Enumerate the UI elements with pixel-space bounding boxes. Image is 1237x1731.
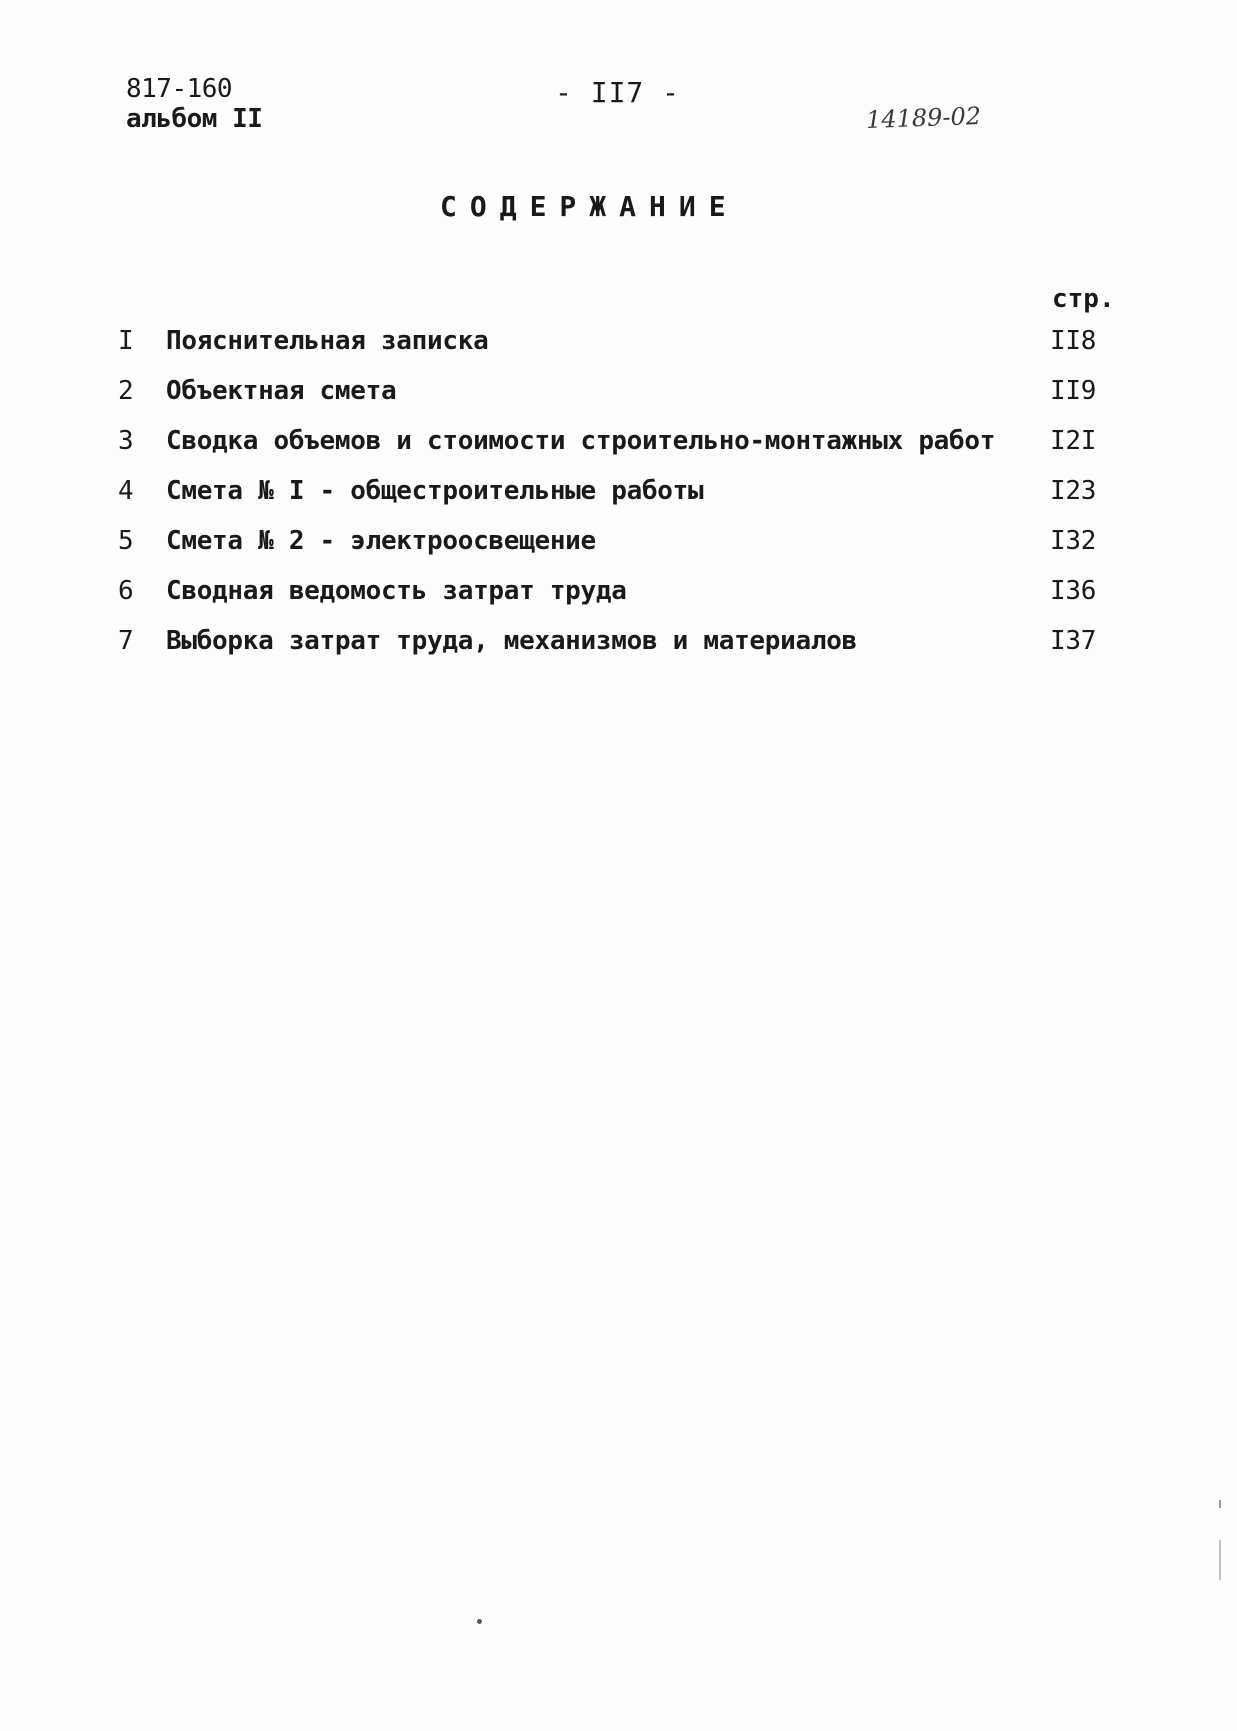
toc-item-number: 6 [118, 576, 134, 606]
toc-item-number: I [118, 326, 134, 356]
toc-item [118, 426, 1118, 476]
scan-edge-mark [1219, 1500, 1221, 1508]
scan-speck [477, 1619, 482, 1624]
document-code [126, 74, 262, 134]
toc-item-label: Сводка объемов и стоимости строительно-монтажных работ [166, 426, 996, 456]
toc-item-label: Смета № I - общестроительные работы [166, 476, 704, 506]
scan-edge-mark [1219, 1540, 1221, 1580]
toc-list [118, 326, 1118, 676]
toc-title: СОДЕРЖАНИЕ [440, 190, 739, 223]
toc-item [118, 476, 1118, 526]
toc-item-label: Пояснительная записка [166, 326, 489, 356]
handwritten-inventory-number: 14189-02 [865, 102, 982, 134]
toc-item-label: Сводная ведомость затрат труда [166, 576, 627, 606]
toc-item-page: I36 [1050, 576, 1097, 606]
toc-item-number: 7 [118, 626, 134, 656]
toc-item-page: I2I [1050, 426, 1097, 456]
toc-item [118, 576, 1118, 626]
toc-item [118, 526, 1118, 576]
toc-item [118, 376, 1118, 426]
toc-item-label: Выборка затрат труда, механизмов и материалов [166, 626, 857, 656]
toc-item [118, 326, 1118, 376]
toc-item-page: II8 [1050, 326, 1097, 356]
toc-item-number: 2 [118, 376, 134, 406]
toc-item-page: I32 [1050, 526, 1097, 556]
album-label: альбом II [126, 104, 263, 134]
toc-item-number: 5 [118, 526, 134, 556]
toc-item-page: II9 [1050, 376, 1097, 406]
toc-item-page: I37 [1050, 626, 1097, 656]
toc-item-number: 4 [118, 476, 134, 506]
toc-item-label: Смета № 2 - электроосвещение [166, 526, 596, 556]
toc-item-label: Объектная смета [166, 376, 397, 406]
toc-item-page: I23 [1050, 476, 1097, 506]
page-number: - II7 - [555, 76, 681, 109]
toc-item [118, 626, 1118, 676]
page-column-header: стр. [1052, 284, 1115, 314]
toc-item-number: 3 [118, 426, 134, 456]
document-code-number: 817-160 [126, 74, 233, 104]
